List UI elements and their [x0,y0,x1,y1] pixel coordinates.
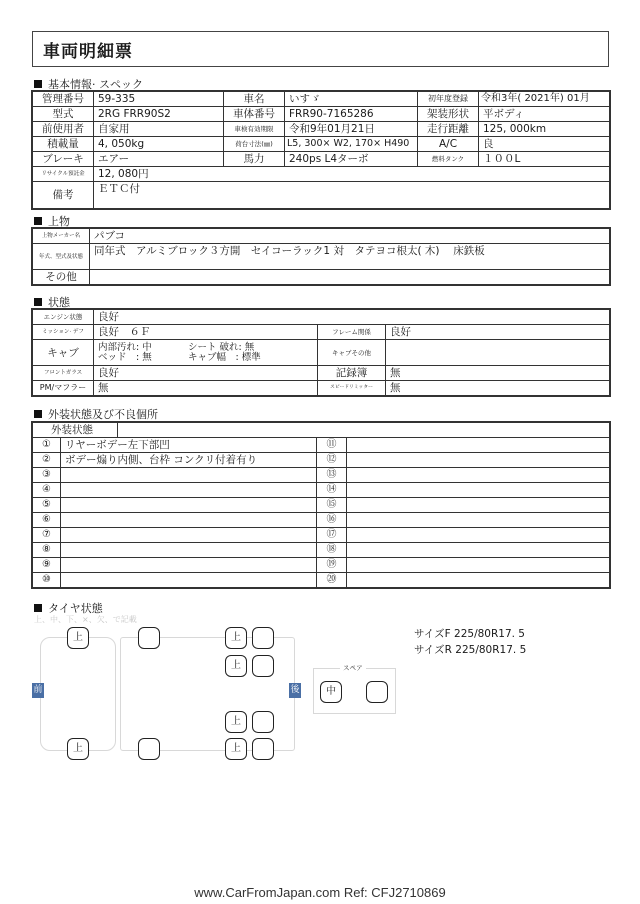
table-row [33,325,610,340]
tire-rear-1-inner[interactable] [252,627,274,649]
tire-rear-2-outer[interactable]: 上 [225,655,247,677]
label-recycle-deposit: リサイクル預託金 [33,167,94,182]
exterior-item-description [61,468,317,483]
exterior-item-number: ⑰ [317,528,347,543]
exterior-item-number: ⑫ [317,453,347,468]
exterior-table [32,422,610,588]
label-model: 型式 [33,107,94,122]
label-windshield: フロントガラス [33,366,94,381]
section-heading-basic [34,76,143,92]
label-mission: ミッション· デフ [33,325,94,340]
table-row [33,137,610,152]
exterior-item-number: ③ [33,468,61,483]
label-brake: ブレーキ [33,152,94,167]
exterior-item-number: ⑥ [33,513,61,528]
footer-reference: www.CarFromJapan.com Ref: CFJ2710869 [194,885,446,900]
square-bullet-icon [34,80,42,88]
cab-bed: ベッド : 無 [98,351,152,363]
tire-size-front: サイズF 225/80R17. 5 [414,628,525,640]
table-row [33,244,610,270]
table-row [33,453,610,468]
exterior-item-description [347,453,610,468]
cab-seat: シート 破れ: 無 [188,341,255,353]
exterior-item-description [61,483,317,498]
value-cab-other [386,340,610,366]
table-row [33,381,610,396]
section-heading-condition [34,294,70,310]
exterior-item-description [347,513,610,528]
exterior-item-description [347,483,610,498]
value-engine: 良好 [94,310,610,325]
tire-front-right[interactable]: 上 [67,738,89,760]
document-title: 車両明細票 [43,42,133,62]
value-brake: エアー [94,152,224,167]
label-load-capacity: 積載量 [33,137,94,152]
table-row [33,107,610,122]
label-body-type: 架装形状 [418,107,479,122]
exterior-item-number: ① [33,438,61,453]
section-heading-text: 基本情報· スペック [48,78,143,91]
label-first-registration: 初年度登録 [418,92,479,107]
exterior-subheading-text: 外装状態 [51,423,118,437]
label-speed-limiter: スピードリミッター [318,381,386,396]
value-mission: 良好 ６Ｆ [94,325,318,340]
exterior-item-description [347,528,610,543]
table-row [33,528,610,543]
tire-spare-2[interactable] [366,681,388,703]
table-row [33,122,610,137]
value-body-spec: 同年式 アルミブロック３方開 セイコーラック1 対 タテヨコ根太( 木) 床鉄板 [90,244,610,270]
value-horsepower: 240ps L4ターボ [285,152,418,167]
tire-legend-hint: 上、中、下、×、欠、で記載 [34,615,137,624]
table-row [33,513,610,528]
table-row [33,92,610,107]
table-row [33,167,610,182]
label-pm-muffler: PM/マフラー [33,381,94,396]
exterior-item-description [347,468,610,483]
table-row [33,468,610,483]
table-row [33,498,610,513]
tire-mid-right[interactable] [138,738,160,760]
table-row [33,340,610,366]
square-bullet-icon [34,410,42,418]
value-cab [94,340,318,366]
exterior-item-number: ④ [33,483,61,498]
value-load-capacity: 4, 050kg [94,137,224,152]
section-heading-text: タイヤ状態 [48,602,103,615]
exterior-item-number: ⑤ [33,498,61,513]
value-body-maker: パブコ [90,229,610,244]
value-chassis-no: FRR90-7165286 [285,107,418,122]
exterior-item-number: ⑱ [317,543,347,558]
exterior-item-description [61,543,317,558]
value-first-registration: 令和3年( 2021年) 01月 [479,92,610,107]
table-row [33,543,610,558]
tire-front-left[interactable]: 上 [67,627,89,649]
label-mileage: 走行距離 [418,122,479,137]
exterior-item-description [347,438,610,453]
exterior-item-number: ⑯ [317,513,347,528]
cab-dirt: 内部汚れ: 中 [98,341,152,353]
body-table [32,228,610,285]
section-heading-text: 上物 [48,215,70,228]
value-mileage: 125, 000km [479,122,610,137]
basic-info-table [32,91,610,209]
value-speed-limiter: 無 [386,381,610,396]
exterior-item-description [61,528,317,543]
tire-size-rear: サイズR 225/80R17. 5 [414,644,527,656]
exterior-item-description: リヤーボデー左下部凹 [61,438,317,453]
value-previous-user: 自家用 [94,122,224,137]
exterior-subheading-blank [317,423,610,438]
section-heading-body [34,213,70,229]
value-inspection-expiry: 令和9年01月21日 [285,122,418,137]
value-car-name: いすゞ [285,92,418,107]
table-row [33,310,610,325]
label-ac: A/C [418,137,479,152]
label-body-other: その他 [33,270,90,285]
square-bullet-icon [34,217,42,225]
value-frame: 良好 [386,325,610,340]
cab-width: キャブ幅 : 標準 [188,351,261,363]
exterior-item-number: ⑮ [317,498,347,513]
label-body-maker: 上物メーカー名 [33,229,90,244]
value-pm-muffler: 無 [94,381,318,396]
tire-rear-2-inner[interactable] [252,655,274,677]
condition-table [32,309,610,396]
label-car-name: 車名 [224,92,285,107]
table-row [33,438,610,453]
label-management-no: 管理番号 [33,92,94,107]
value-record-book: 無 [386,366,610,381]
exterior-item-number: ⑦ [33,528,61,543]
table-row [33,573,610,588]
cab-outline [40,637,116,751]
tire-rear-4-outer[interactable]: 上 [225,738,247,760]
exterior-item-number: ⑨ [33,558,61,573]
label-bed-dimensions: 荷台寸法(㎜) [224,137,285,152]
label-previous-user: 前使用者 [33,122,94,137]
value-body-type: 平ボディ [479,107,610,122]
exterior-item-description [61,513,317,528]
exterior-item-description [61,573,317,588]
exterior-item-number: ⑭ [317,483,347,498]
label-notes: 備考 [33,182,94,209]
tire-rear-4-inner[interactable] [252,738,274,760]
table-row [33,229,610,244]
tire-rear-3-outer[interactable]: 上 [225,711,247,733]
label-inspection-expiry: 車検有効期限 [224,122,285,137]
exterior-item-description [347,498,610,513]
front-label: 前 [32,683,44,698]
exterior-item-number: ⑲ [317,558,347,573]
exterior-item-number: ② [33,453,61,468]
square-bullet-icon [34,298,42,306]
exterior-item-description [61,558,317,573]
section-heading-text: 外装状態及び不良個所 [48,408,158,421]
table-row [33,152,610,167]
value-management-no: 59-335 [94,92,224,107]
value-notes: ＥＴＣ付 [94,182,610,209]
tire-rear-3-inner[interactable] [252,711,274,733]
section-heading-text: 状態 [48,296,70,309]
exterior-item-number: ⑬ [317,468,347,483]
section-heading-exterior [34,406,158,422]
value-fuel-tank: １００L [479,152,610,167]
label-record-book: 記録簿 [318,366,386,381]
table-row [33,483,610,498]
table-row [33,270,610,285]
exterior-subheading [33,423,317,438]
label-cab-other: キャブその他 [318,340,386,366]
label-frame: フレーム関係 [318,325,386,340]
exterior-item-description [347,573,610,588]
exterior-item-description [347,543,610,558]
value-windshield: 良好 [94,366,318,381]
document-title-box [32,31,609,67]
tire-rear-1-outer[interactable]: 上 [225,627,247,649]
table-row [33,423,610,438]
value-recycle-deposit: 12, 080円 [94,167,610,182]
table-row [33,366,610,381]
exterior-item-number: ⑩ [33,573,61,588]
label-fuel-tank: 燃料タンク [418,152,479,167]
exterior-item-description [61,498,317,513]
exterior-item-description: ボデー煽り内側、台枠 コンクリ付着有り [61,453,317,468]
label-engine: エンジン状態 [33,310,94,325]
tire-spare-1[interactable]: 中 [320,681,342,703]
table-row [33,182,610,209]
exterior-item-description [347,558,610,573]
exterior-item-number: ⑳ [317,573,347,588]
spare-label: スペア [340,663,366,672]
label-horsepower: 馬力 [224,152,285,167]
value-bed-dimensions: L5, 300× W2, 170× H490 [285,137,418,152]
label-cab: キャブ [33,340,94,366]
exterior-item-number: ⑧ [33,543,61,558]
table-row [33,558,610,573]
tire-mid-left[interactable] [138,627,160,649]
label-body-spec: 年式、型式及状態 [33,244,90,270]
square-bullet-icon [34,604,42,612]
label-chassis-no: 車体番号 [224,107,285,122]
rear-label: 後 [289,683,301,698]
exterior-item-number: ⑪ [317,438,347,453]
value-ac: 良 [479,137,610,152]
value-model: 2RG FRR90S2 [94,107,224,122]
value-body-other [90,270,610,285]
